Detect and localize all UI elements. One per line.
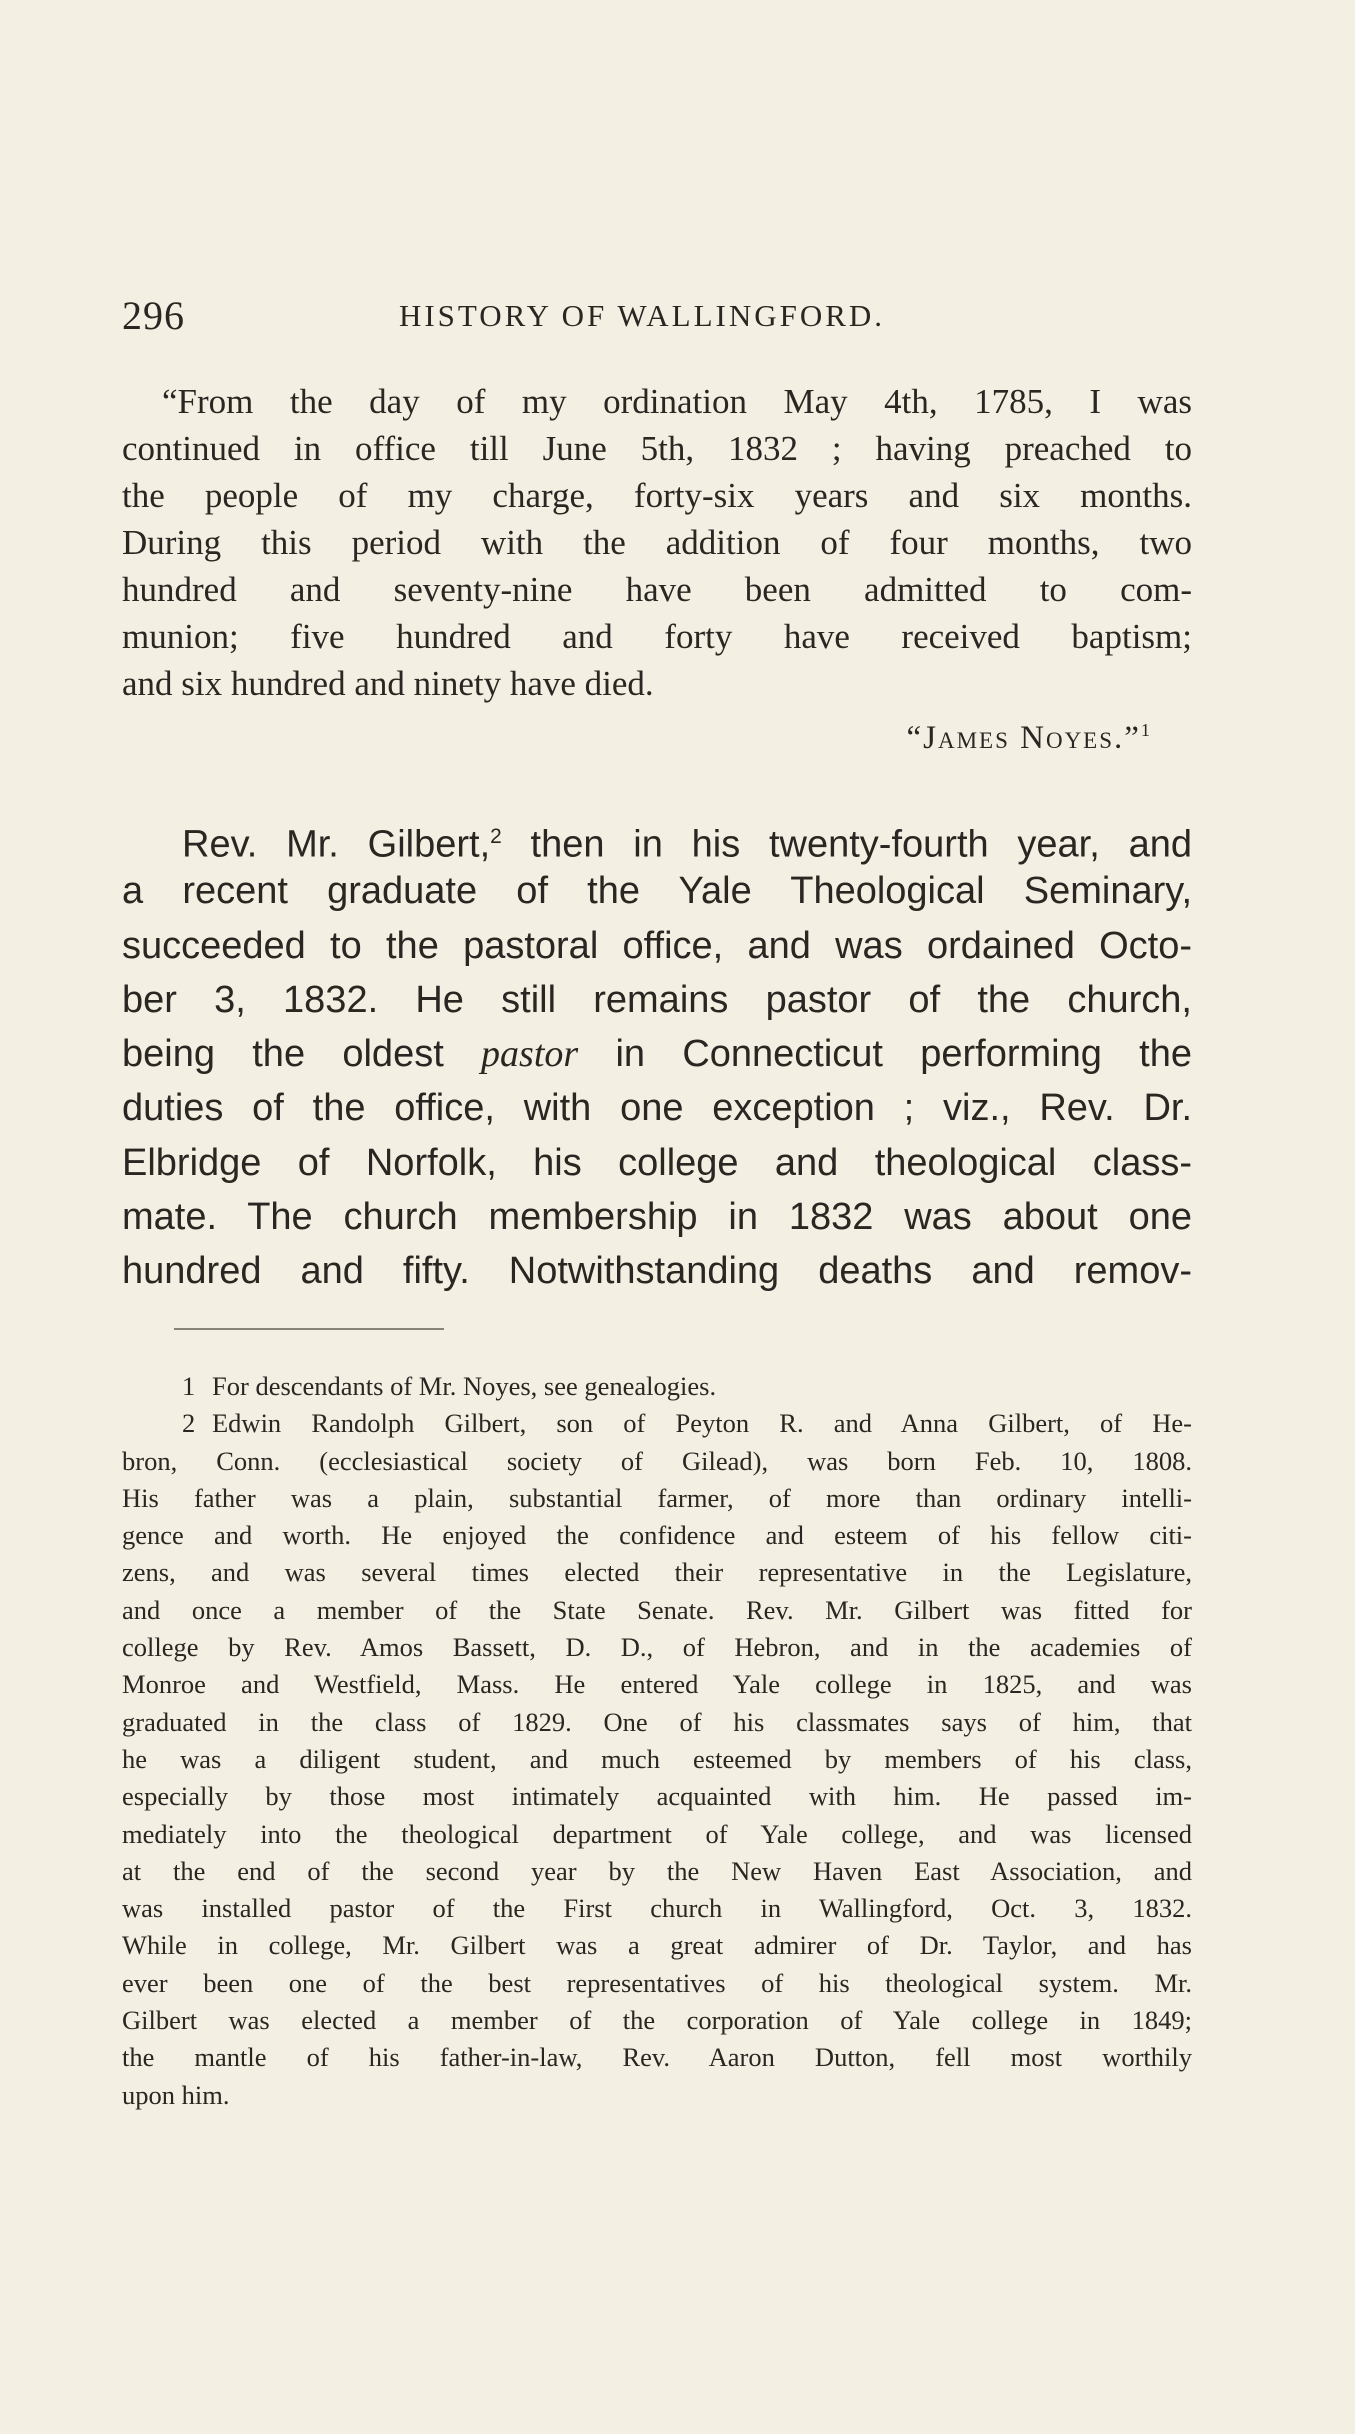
running-head: HISTORY OF WALLINGFORD. [398,298,886,333]
footnotes [122,1368,1192,2114]
quote-line: the people of my charge, forty-six years and six months. [122,476,1192,515]
body-text-segment: in Connecticut performing the [578,1033,1192,1076]
footnote-line: graduated in the class of 1829. One of his classmates says of him, that [122,1706,1192,1737]
quote-line: and six hundred and ninety have died. [122,664,654,703]
footnote-line: Gilbert was elected a member of the corporation of Yale college in 1849; [122,2005,1192,2036]
footnote-text: Edwin Randolph Gilbert, son of Peyton R. and Anna Gilbert, of He- [212,1408,1192,1439]
body-line: Elbridge of Norfolk, his college and theological class- [122,1141,1192,1184]
quote-line: continued in office till June 5th, 1832 ; having preached to [122,429,1192,468]
body-text-segment: Rev. Mr. Gilbert, [182,823,491,866]
footnote-marker: 2 [490,825,502,848]
footnote-line: the mantle of his father-in-law, Rev. Aaron Dutton, fell most worthily [122,2042,1192,2073]
footnote-line: Monroe and Westfield, Mass. He entered Yale college in 1825, and was [122,1669,1192,1700]
quoted-letter [122,378,1192,707]
footnote-line: While in college, Mr. Gilbert was a great admirer of Dr. Taylor, and has [122,1930,1192,1961]
footnote-marker: 1 [1140,720,1152,740]
page-number: 296 [122,293,185,338]
page-header [122,292,1192,342]
footnote-line: His father was a plain, substantial farmer, of more than ordinary intelli- [122,1482,1192,1513]
body-paragraph [122,810,1192,1299]
body-line: duties of the office, with one exception ; viz., Rev. Dr. [122,1087,1192,1130]
body-line [122,1027,1192,1081]
quote-line: During this period with the addition of four months, two [122,523,1192,562]
body-text-segment: then in his twenty-fourth year, and [501,823,1192,866]
quote-line: hundred and seventy-nine have been admitted to com- [122,570,1192,609]
body-line: ber 3, 1832. He still remains pastor of the church, [122,978,1192,1021]
footnote-number: 1 [182,1371,196,1401]
emphasized-word: pastor [481,1033,579,1076]
footnote-line: at the end of the second year by the New Haven East Association, and [122,1855,1192,1886]
footnote-line: zens, and was several times elected their representative in the Legislature, [122,1557,1192,1588]
footnote-line: upon him. [122,2079,230,2110]
quote-line: “From the day of my ordination May 4th, 1785, I was [162,382,1192,421]
body-line: succeeded to the pastoral office, and was ordained Octo- [122,924,1192,967]
footnote-line: especially by those most intimately acquainted with him. He passed im- [122,1781,1192,1812]
footnote-line: he was a diligent student, and much esteemed by members of his class, [122,1743,1192,1774]
signature-text: “James Noyes.” [906,720,1141,756]
body-line: a recent graduate of the Yale Theological Seminary, [122,870,1192,913]
body-line: mate. The church membership in 1832 was about one [122,1196,1192,1239]
body-line: hundred and fifty. Notwithstanding deaths and remov- [122,1250,1192,1293]
footnote-1 [122,1368,1192,1405]
footnote-line: college by Rev. Amos Bassett, D. D., of Hebron, and in the academies of [122,1632,1192,1663]
footnote-line: ever been one of the best representatives of his theological system. Mr. [122,1967,1192,1998]
footnote-number: 2 [182,1408,196,1439]
footnote-divider [174,1328,444,1330]
body-text-segment: being the oldest [122,1033,482,1076]
quote-signature [122,720,1152,757]
quote-line: munion; five hundred and forty have received baptism; [122,617,1192,656]
footnote-line: bron, Conn. (ecclesiastical society of Gilead), was born Feb. 10, 1808. [122,1445,1192,1476]
footnote-2 [122,1405,1192,1442]
footnote-line: gence and worth. He enjoyed the confidence and esteem of his fellow citi- [122,1520,1192,1551]
footnote-line: mediately into the theological department of Yale college, and was licensed [122,1818,1192,1849]
footnote-text: For descendants of Mr. Noyes, see genealogies. [212,1371,717,1401]
body-line [122,810,1192,864]
footnote-line: and once a member of the State Senate. Rev. Mr. Gilbert was fitted for [122,1594,1192,1625]
footnote-line: was installed pastor of the First church in Wallingford, Oct. 3, 1832. [122,1893,1192,1924]
